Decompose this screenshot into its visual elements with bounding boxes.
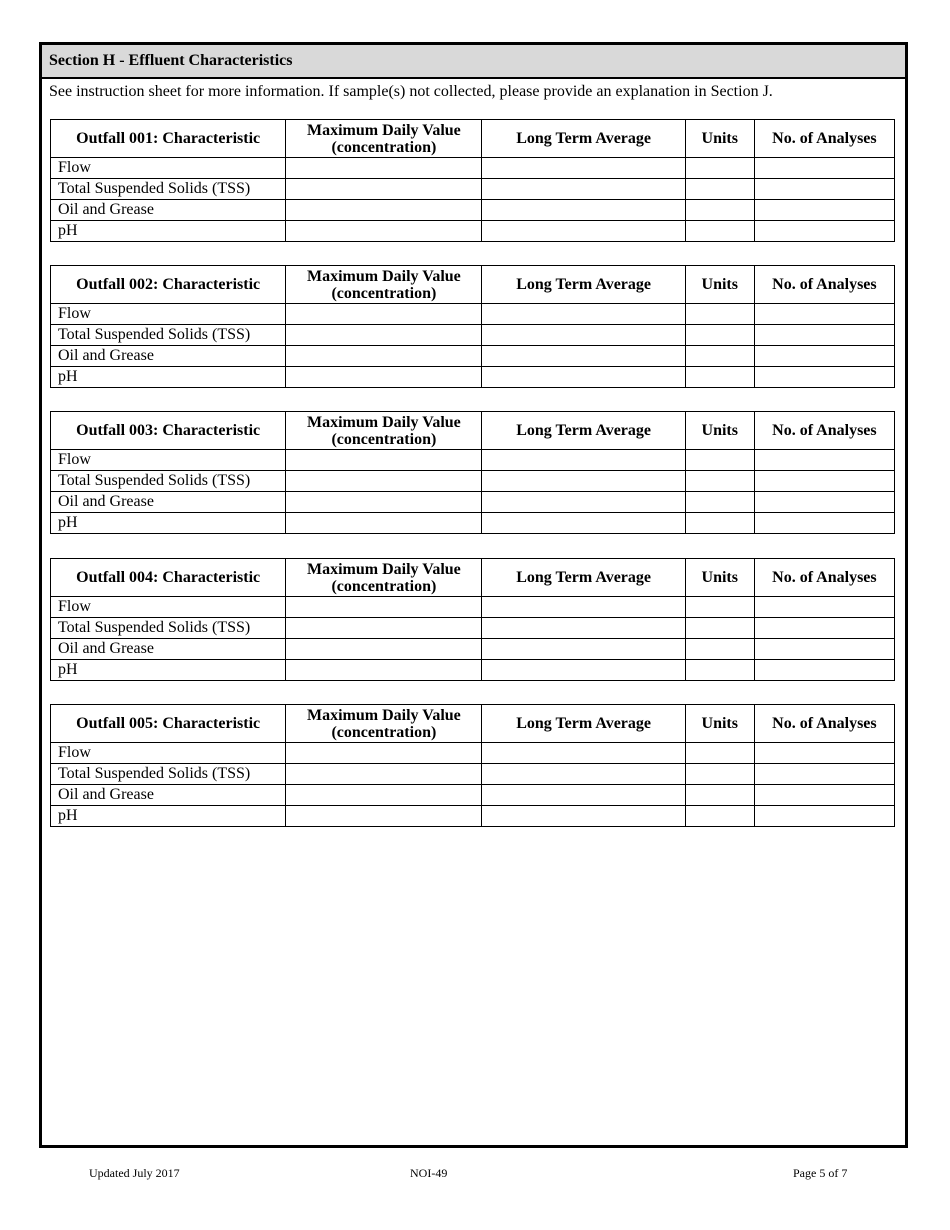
column-header: Maximum Daily Value (concentration) (286, 120, 482, 158)
value-input-cell[interactable] (685, 597, 754, 618)
value-input-cell[interactable] (482, 158, 685, 179)
value-input-cell[interactable] (482, 179, 685, 200)
characteristic-label: Flow (51, 597, 286, 618)
form-frame (39, 42, 908, 1148)
characteristic-label: Flow (51, 158, 286, 179)
value-input-cell[interactable] (685, 492, 754, 513)
value-input-cell[interactable] (286, 639, 482, 660)
value-input-cell[interactable] (754, 513, 894, 534)
value-input-cell[interactable] (482, 450, 685, 471)
value-input-cell[interactable] (482, 367, 685, 388)
characteristic-label: Total Suspended Solids (TSS) (51, 325, 286, 346)
table-row (51, 179, 895, 200)
value-input-cell[interactable] (482, 200, 685, 221)
table-heading: Outfall 005: Characteristic (51, 705, 286, 743)
value-input-cell[interactable] (482, 346, 685, 367)
value-input-cell[interactable] (482, 660, 685, 681)
value-input-cell[interactable] (482, 639, 685, 660)
characteristic-label: pH (51, 367, 286, 388)
value-input-cell[interactable] (754, 471, 894, 492)
value-input-cell[interactable] (754, 367, 894, 388)
value-input-cell[interactable] (286, 597, 482, 618)
value-input-cell[interactable] (754, 660, 894, 681)
table-row (51, 618, 895, 639)
column-header: Long Term Average (482, 266, 685, 304)
table-row (51, 785, 895, 806)
value-input-cell[interactable] (754, 325, 894, 346)
value-input-cell[interactable] (754, 806, 894, 827)
column-header: Long Term Average (482, 412, 685, 450)
value-input-cell[interactable] (685, 513, 754, 534)
footer-updated: Updated July 2017 (89, 1166, 180, 1180)
value-input-cell[interactable] (685, 304, 754, 325)
table-heading: Outfall 003: Characteristic (51, 412, 286, 450)
value-input-cell[interactable] (482, 618, 685, 639)
column-header: Units (685, 412, 754, 450)
value-input-cell[interactable] (754, 597, 894, 618)
outfall-table (50, 265, 895, 388)
value-input-cell[interactable] (685, 158, 754, 179)
column-header: Maximum Daily Value (concentration) (286, 705, 482, 743)
characteristic-label: Total Suspended Solids (TSS) (51, 471, 286, 492)
column-header: No. of Analyses (754, 705, 894, 743)
characteristic-label: Total Suspended Solids (TSS) (51, 764, 286, 785)
table-row (51, 743, 895, 764)
column-header: Units (685, 559, 754, 597)
value-input-cell[interactable] (286, 743, 482, 764)
characteristic-label: Flow (51, 743, 286, 764)
value-input-cell[interactable] (482, 221, 685, 242)
value-input-cell[interactable] (286, 346, 482, 367)
footer-form-id: NOI-49 (410, 1166, 448, 1180)
table-row (51, 492, 895, 513)
value-input-cell[interactable] (754, 764, 894, 785)
value-input-cell[interactable] (685, 660, 754, 681)
value-input-cell[interactable] (754, 450, 894, 471)
value-input-cell[interactable] (754, 179, 894, 200)
table-row (51, 304, 895, 325)
value-input-cell[interactable] (754, 639, 894, 660)
value-input-cell[interactable] (286, 492, 482, 513)
value-input-cell[interactable] (685, 179, 754, 200)
value-input-cell[interactable] (754, 158, 894, 179)
value-input-cell[interactable] (685, 618, 754, 639)
value-input-cell[interactable] (286, 325, 482, 346)
value-input-cell[interactable] (482, 471, 685, 492)
value-input-cell[interactable] (754, 785, 894, 806)
section-title: Section H - Effluent Characteristics (42, 45, 905, 79)
value-input-cell[interactable] (482, 764, 685, 785)
characteristic-label: pH (51, 513, 286, 534)
value-input-cell[interactable] (286, 179, 482, 200)
column-header: Maximum Daily Value (concentration) (286, 412, 482, 450)
value-input-cell[interactable] (685, 471, 754, 492)
outfall-table (50, 704, 895, 827)
column-header: Long Term Average (482, 705, 685, 743)
column-header: Long Term Average (482, 559, 685, 597)
value-input-cell[interactable] (286, 367, 482, 388)
value-input-cell[interactable] (286, 618, 482, 639)
value-input-cell[interactable] (286, 660, 482, 681)
table-row (51, 158, 895, 179)
value-input-cell[interactable] (286, 806, 482, 827)
value-input-cell[interactable] (685, 639, 754, 660)
value-input-cell[interactable] (754, 346, 894, 367)
instructions-text: See instruction sheet for more information. If sample(s) not collected, please provide an explanation in Section J. (49, 83, 773, 100)
characteristic-label: Total Suspended Solids (TSS) (51, 618, 286, 639)
value-input-cell[interactable] (754, 304, 894, 325)
value-input-cell[interactable] (286, 221, 482, 242)
column-header: Units (685, 266, 754, 304)
value-input-cell[interactable] (482, 492, 685, 513)
characteristic-label: Oil and Grease (51, 785, 286, 806)
column-header: No. of Analyses (754, 266, 894, 304)
value-input-cell[interactable] (482, 597, 685, 618)
characteristic-label: Flow (51, 304, 286, 325)
column-header: Maximum Daily Value (concentration) (286, 559, 482, 597)
characteristic-label: Oil and Grease (51, 346, 286, 367)
table-row (51, 450, 895, 471)
table-row (51, 471, 895, 492)
value-input-cell[interactable] (286, 450, 482, 471)
value-input-cell[interactable] (482, 513, 685, 534)
table-row (51, 660, 895, 681)
outfall-table (50, 119, 895, 242)
value-input-cell[interactable] (754, 492, 894, 513)
value-input-cell[interactable] (685, 367, 754, 388)
value-input-cell[interactable] (685, 764, 754, 785)
table-row (51, 346, 895, 367)
outfall-table (50, 411, 895, 534)
value-input-cell[interactable] (685, 450, 754, 471)
table-row (51, 367, 895, 388)
value-input-cell[interactable] (685, 743, 754, 764)
characteristic-label: Oil and Grease (51, 639, 286, 660)
table-row (51, 513, 895, 534)
table-row (51, 325, 895, 346)
table-heading: Outfall 002: Characteristic (51, 266, 286, 304)
value-input-cell[interactable] (754, 221, 894, 242)
column-header: Long Term Average (482, 120, 685, 158)
column-header: Units (685, 705, 754, 743)
table-row (51, 806, 895, 827)
column-header: Maximum Daily Value (concentration) (286, 266, 482, 304)
value-input-cell[interactable] (286, 200, 482, 221)
table-row (51, 597, 895, 618)
table-row (51, 200, 895, 221)
value-input-cell[interactable] (286, 513, 482, 534)
value-input-cell[interactable] (286, 158, 482, 179)
characteristic-label: pH (51, 806, 286, 827)
value-input-cell[interactable] (754, 200, 894, 221)
value-input-cell[interactable] (482, 785, 685, 806)
value-input-cell[interactable] (685, 200, 754, 221)
value-input-cell[interactable] (286, 764, 482, 785)
table-heading: Outfall 004: Characteristic (51, 559, 286, 597)
table-heading: Outfall 001: Characteristic (51, 120, 286, 158)
value-input-cell[interactable] (482, 743, 685, 764)
value-input-cell[interactable] (482, 806, 685, 827)
table-row (51, 764, 895, 785)
value-input-cell[interactable] (286, 471, 482, 492)
value-input-cell[interactable] (286, 785, 482, 806)
table-row (51, 639, 895, 660)
value-input-cell[interactable] (685, 346, 754, 367)
value-input-cell[interactable] (685, 325, 754, 346)
value-input-cell[interactable] (685, 221, 754, 242)
column-header: Units (685, 120, 754, 158)
column-header: No. of Analyses (754, 120, 894, 158)
characteristic-label: pH (51, 660, 286, 681)
value-input-cell[interactable] (685, 806, 754, 827)
value-input-cell[interactable] (482, 325, 685, 346)
value-input-cell[interactable] (482, 304, 685, 325)
column-header: No. of Analyses (754, 559, 894, 597)
column-header: No. of Analyses (754, 412, 894, 450)
outfall-table (50, 558, 895, 681)
value-input-cell[interactable] (754, 618, 894, 639)
table-row (51, 221, 895, 242)
characteristic-label: Flow (51, 450, 286, 471)
footer-page-number: Page 5 of 7 (793, 1166, 848, 1180)
characteristic-label: Oil and Grease (51, 492, 286, 513)
value-input-cell[interactable] (685, 785, 754, 806)
characteristic-label: Oil and Grease (51, 200, 286, 221)
characteristic-label: pH (51, 221, 286, 242)
value-input-cell[interactable] (754, 743, 894, 764)
value-input-cell[interactable] (286, 304, 482, 325)
characteristic-label: Total Suspended Solids (TSS) (51, 179, 286, 200)
